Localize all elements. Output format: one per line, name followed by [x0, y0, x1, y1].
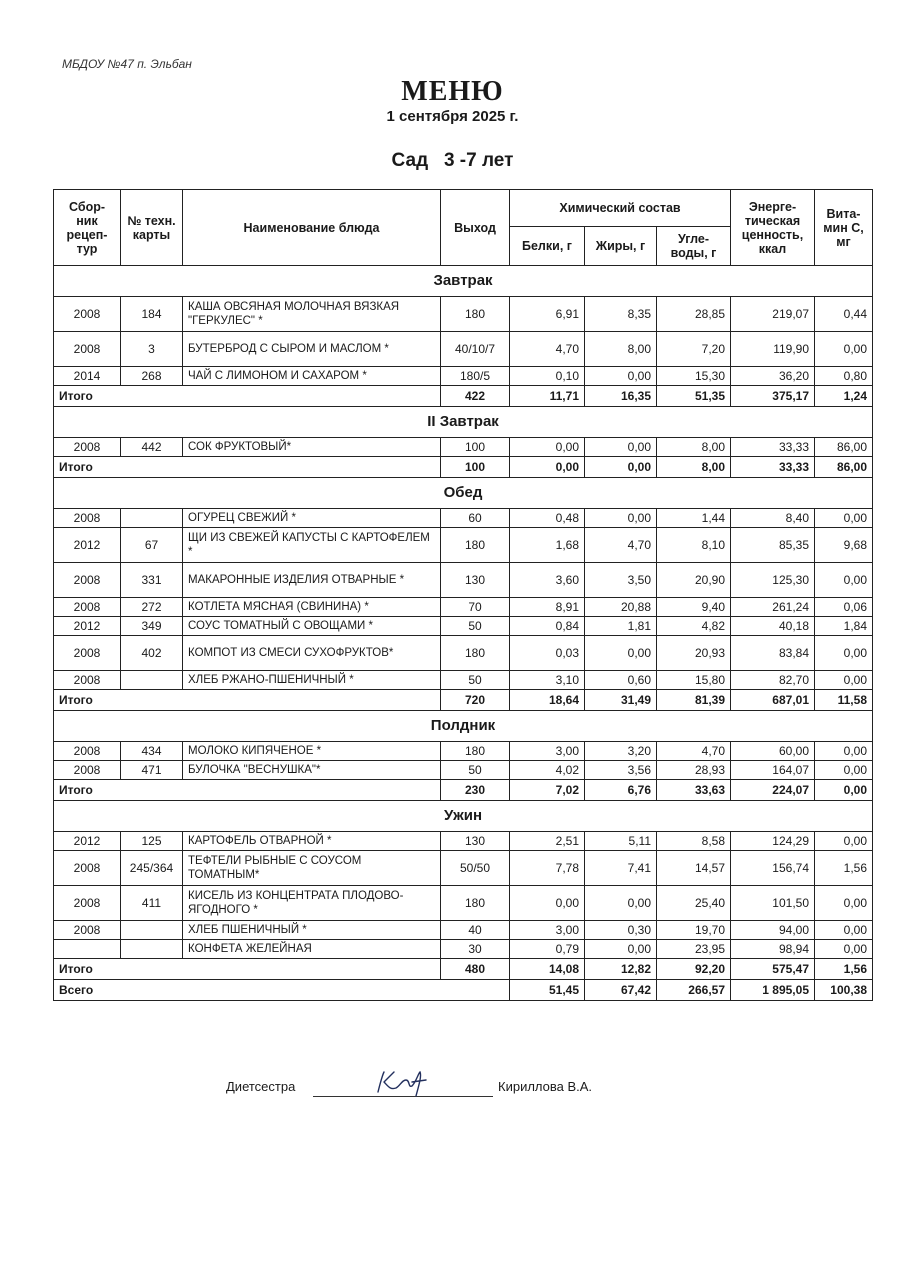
table-row — [54, 742, 873, 761]
total-label: Итого — [54, 780, 441, 801]
cell-fat: 3,56 — [585, 761, 657, 780]
cell-tech-card — [121, 671, 183, 690]
cell-output: 100 — [441, 438, 510, 457]
cell-fat: 3,50 — [585, 563, 657, 598]
cell-carbs: 14,57 — [657, 851, 731, 886]
total-label: Итого — [54, 386, 441, 407]
total-protein: 0,00 — [510, 457, 585, 478]
cell-collection: 2008 — [54, 761, 121, 780]
table-row — [54, 832, 873, 851]
cell-output: 180 — [441, 636, 510, 671]
cell-collection: 2008 — [54, 297, 121, 332]
section-title: Завтрак — [54, 266, 873, 297]
cell-protein: 3,60 — [510, 563, 585, 598]
cell-tech-card — [121, 921, 183, 940]
cell-protein: 0,00 — [510, 886, 585, 921]
cell-collection: 2008 — [54, 598, 121, 617]
total-protein: 18,64 — [510, 690, 585, 711]
cell-dish-name: КОМПОТ ИЗ СМЕСИ СУХОФРУКТОВ* — [183, 636, 441, 671]
cell-carbs: 15,30 — [657, 367, 731, 386]
cell-dish-name: МАКАРОННЫЕ ИЗДЕЛИЯ ОТВАРНЫЕ * — [183, 563, 441, 598]
cell-vitamin-c: 0,00 — [815, 671, 873, 690]
cell-carbs: 20,93 — [657, 636, 731, 671]
cell-energy: 8,40 — [731, 509, 815, 528]
cell-fat: 0,00 — [585, 940, 657, 959]
cell-dish-name: ЩИ ИЗ СВЕЖЕЙ КАПУСТЫ С КАРТОФЕЛЕМ * — [183, 528, 441, 563]
age-group-subtitle: Сад 3 -7 лет — [391, 150, 514, 171]
cell-tech-card: 331 — [121, 563, 183, 598]
cell-protein: 1,68 — [510, 528, 585, 563]
cell-collection: 2008 — [54, 636, 121, 671]
cell-protein: 6,91 — [510, 297, 585, 332]
cell-protein: 3,10 — [510, 671, 585, 690]
cell-carbs: 23,95 — [657, 940, 731, 959]
total-energy: 224,07 — [731, 780, 815, 801]
cell-vitamin-c: 0,00 — [815, 886, 873, 921]
cell-fat: 0,00 — [585, 509, 657, 528]
cell-vitamin-c: 0,44 — [815, 297, 873, 332]
grand-total-label: Всего — [54, 980, 510, 1001]
total-energy: 575,47 — [731, 959, 815, 980]
cell-vitamin-c: 0,00 — [815, 832, 873, 851]
menu-body — [54, 266, 873, 1001]
signature-role: Диетсестра — [226, 1079, 296, 1094]
cell-dish-name: ХЛЕБ ПШЕНИЧНЫЙ * — [183, 921, 441, 940]
total-output: 100 — [441, 457, 510, 478]
menu-table — [53, 189, 873, 1001]
table-row — [54, 921, 873, 940]
cell-energy: 98,94 — [731, 940, 815, 959]
section-title: Обед — [54, 478, 873, 509]
cell-vitamin-c: 1,56 — [815, 851, 873, 886]
total-carbs: 51,35 — [657, 386, 731, 407]
cell-vitamin-c: 0,00 — [815, 742, 873, 761]
cell-collection: 2012 — [54, 528, 121, 563]
header-vitamin-c: Вита-мин С, мг — [815, 190, 873, 266]
cell-collection: 2008 — [54, 742, 121, 761]
table-row — [54, 636, 873, 671]
cell-output: 60 — [441, 509, 510, 528]
cell-fat: 1,81 — [585, 617, 657, 636]
cell-dish-name: ОГУРЕЦ СВЕЖИЙ * — [183, 509, 441, 528]
cell-collection: 2012 — [54, 832, 121, 851]
cell-output: 70 — [441, 598, 510, 617]
total-fat: 16,35 — [585, 386, 657, 407]
cell-fat: 0,30 — [585, 921, 657, 940]
table-row — [54, 761, 873, 780]
header-fat: Жиры, г — [585, 227, 657, 266]
cell-collection: 2008 — [54, 851, 121, 886]
total-fat: 12,82 — [585, 959, 657, 980]
table-row — [54, 332, 873, 367]
cell-vitamin-c: 0,00 — [815, 940, 873, 959]
total-fat: 31,49 — [585, 690, 657, 711]
header-collection: Сбор-ник рецеп-тур — [54, 190, 121, 266]
cell-energy: 156,74 — [731, 851, 815, 886]
section-total-row — [54, 959, 873, 980]
cell-tech-card: 268 — [121, 367, 183, 386]
section-header-row — [54, 801, 873, 832]
cell-fat: 20,88 — [585, 598, 657, 617]
section-header-row — [54, 407, 873, 438]
menu-date: 1 сентября 2025 г. — [386, 108, 519, 125]
total-carbs: 33,63 — [657, 780, 731, 801]
cell-fat: 0,00 — [585, 367, 657, 386]
cell-carbs: 28,85 — [657, 297, 731, 332]
cell-collection: 2014 — [54, 367, 121, 386]
cell-dish-name: СОУС ТОМАТНЫЙ С ОВОЩАМИ * — [183, 617, 441, 636]
cell-protein: 3,00 — [510, 742, 585, 761]
cell-tech-card: 245/364 — [121, 851, 183, 886]
cell-protein: 3,00 — [510, 921, 585, 940]
cell-energy: 124,29 — [731, 832, 815, 851]
cell-energy: 164,07 — [731, 761, 815, 780]
cell-collection: 2008 — [54, 671, 121, 690]
header-chemical-composition: Химический состав — [510, 190, 731, 227]
cell-tech-card: 471 — [121, 761, 183, 780]
cell-collection: 2008 — [54, 921, 121, 940]
cell-dish-name: ТЕФТЕЛИ РЫБНЫЕ С СОУСОМ ТОМАТНЫМ* — [183, 851, 441, 886]
cell-output: 40/10/7 — [441, 332, 510, 367]
cell-tech-card: 3 — [121, 332, 183, 367]
cell-fat: 0,00 — [585, 886, 657, 921]
table-row — [54, 563, 873, 598]
table-row — [54, 671, 873, 690]
table-row — [54, 297, 873, 332]
cell-energy: 94,00 — [731, 921, 815, 940]
cell-protein: 0,48 — [510, 509, 585, 528]
section-total-row — [54, 457, 873, 478]
total-output: 480 — [441, 959, 510, 980]
cell-fat: 3,20 — [585, 742, 657, 761]
cell-energy: 36,20 — [731, 367, 815, 386]
signature-name: Кириллова В.А. — [498, 1079, 593, 1094]
cell-energy: 119,90 — [731, 332, 815, 367]
cell-vitamin-c: 9,68 — [815, 528, 873, 563]
total-energy: 687,01 — [731, 690, 815, 711]
cell-energy: 33,33 — [731, 438, 815, 457]
cell-carbs: 4,70 — [657, 742, 731, 761]
table-row — [54, 528, 873, 563]
cell-carbs: 25,40 — [657, 886, 731, 921]
cell-energy: 101,50 — [731, 886, 815, 921]
total-energy: 33,33 — [731, 457, 815, 478]
total-label: Итого — [54, 457, 441, 478]
cell-energy: 219,07 — [731, 297, 815, 332]
total-carbs: 81,39 — [657, 690, 731, 711]
cell-vitamin-c: 0,00 — [815, 332, 873, 367]
cell-output: 50 — [441, 761, 510, 780]
cell-carbs: 8,00 — [657, 438, 731, 457]
cell-tech-card: 349 — [121, 617, 183, 636]
cell-dish-name: МОЛОКО КИПЯЧЕНОЕ * — [183, 742, 441, 761]
cell-vitamin-c: 0,00 — [815, 921, 873, 940]
total-vitamin-c: 1,56 — [815, 959, 873, 980]
section-title: Ужин — [54, 801, 873, 832]
grand-total-vitamin-c: 100,38 — [815, 980, 873, 1001]
cell-protein: 4,70 — [510, 332, 585, 367]
organization-name: МБДОУ №47 п. Эльбан — [62, 57, 192, 71]
cell-tech-card: 272 — [121, 598, 183, 617]
grand-total-carbs: 266,57 — [657, 980, 731, 1001]
cell-energy: 40,18 — [731, 617, 815, 636]
cell-energy: 60,00 — [731, 742, 815, 761]
cell-tech-card: 67 — [121, 528, 183, 563]
total-label: Итого — [54, 690, 441, 711]
cell-dish-name: БУТЕРБРОД С СЫРОМ И МАСЛОМ * — [183, 332, 441, 367]
total-label: Итого — [54, 959, 441, 980]
cell-output: 130 — [441, 832, 510, 851]
cell-collection: 2008 — [54, 332, 121, 367]
total-vitamin-c: 1,24 — [815, 386, 873, 407]
section-title: II Завтрак — [54, 407, 873, 438]
cell-protein: 8,91 — [510, 598, 585, 617]
grand-total-fat: 67,42 — [585, 980, 657, 1001]
section-total-row — [54, 780, 873, 801]
cell-dish-name: ЧАЙ С ЛИМОНОМ И САХАРОМ * — [183, 367, 441, 386]
cell-output: 180 — [441, 297, 510, 332]
cell-carbs: 15,80 — [657, 671, 731, 690]
grand-total-protein: 51,45 — [510, 980, 585, 1001]
total-vitamin-c: 11,58 — [815, 690, 873, 711]
cell-fat: 0,00 — [585, 438, 657, 457]
cell-output: 40 — [441, 921, 510, 940]
total-carbs: 8,00 — [657, 457, 731, 478]
cell-protein: 0,84 — [510, 617, 585, 636]
cell-energy: 261,24 — [731, 598, 815, 617]
cell-vitamin-c: 0,80 — [815, 367, 873, 386]
cell-tech-card: 434 — [121, 742, 183, 761]
cell-carbs: 7,20 — [657, 332, 731, 367]
total-vitamin-c: 86,00 — [815, 457, 873, 478]
cell-fat: 0,60 — [585, 671, 657, 690]
cell-protein: 0,10 — [510, 367, 585, 386]
cell-collection: 2008 — [54, 563, 121, 598]
cell-vitamin-c: 86,00 — [815, 438, 873, 457]
cell-dish-name: КАША ОВСЯНАЯ МОЛОЧНАЯ ВЯЗКАЯ "ГЕРКУЛЕС" * — [183, 297, 441, 332]
header-carbs: Угле-воды, г — [657, 227, 731, 266]
cell-carbs: 9,40 — [657, 598, 731, 617]
table-row — [54, 886, 873, 921]
total-carbs: 92,20 — [657, 959, 731, 980]
cell-energy: 83,84 — [731, 636, 815, 671]
table-row — [54, 851, 873, 886]
cell-energy: 82,70 — [731, 671, 815, 690]
cell-vitamin-c: 1,84 — [815, 617, 873, 636]
section-total-row — [54, 386, 873, 407]
cell-tech-card: 184 — [121, 297, 183, 332]
table-row — [54, 509, 873, 528]
header-energy: Энерге-тическая ценность, ккал — [731, 190, 815, 266]
cell-protein: 0,03 — [510, 636, 585, 671]
total-protein: 14,08 — [510, 959, 585, 980]
header-protein: Белки, г — [510, 227, 585, 266]
cell-dish-name: КИСЕЛЬ ИЗ КОНЦЕНТРАТА ПЛОДОВО-ЯГОДНОГО * — [183, 886, 441, 921]
table-row — [54, 617, 873, 636]
cell-output: 30 — [441, 940, 510, 959]
cell-energy: 125,30 — [731, 563, 815, 598]
cell-fat: 4,70 — [585, 528, 657, 563]
cell-dish-name: СОК ФРУКТОВЫЙ* — [183, 438, 441, 457]
cell-carbs: 28,93 — [657, 761, 731, 780]
cell-dish-name: КОНФЕТА ЖЕЛЕЙНАЯ — [183, 940, 441, 959]
cell-collection — [54, 940, 121, 959]
cell-collection: 2008 — [54, 886, 121, 921]
cell-vitamin-c: 0,06 — [815, 598, 873, 617]
cell-energy: 85,35 — [731, 528, 815, 563]
grand-total-row — [54, 980, 873, 1001]
cell-carbs: 20,90 — [657, 563, 731, 598]
total-vitamin-c: 0,00 — [815, 780, 873, 801]
table-row — [54, 940, 873, 959]
cell-carbs: 8,58 — [657, 832, 731, 851]
cell-collection: 2008 — [54, 438, 121, 457]
cell-output: 130 — [441, 563, 510, 598]
cell-vitamin-c: 0,00 — [815, 636, 873, 671]
cell-tech-card — [121, 940, 183, 959]
cell-fat: 5,11 — [585, 832, 657, 851]
cell-dish-name: КАРТОФЕЛЬ ОТВАРНОЙ * — [183, 832, 441, 851]
cell-output: 50 — [441, 671, 510, 690]
header-output: Выход — [441, 190, 510, 266]
cell-collection: 2008 — [54, 509, 121, 528]
section-header-row — [54, 266, 873, 297]
total-output: 422 — [441, 386, 510, 407]
cell-output: 50 — [441, 617, 510, 636]
cell-fat: 0,00 — [585, 636, 657, 671]
cell-carbs: 4,82 — [657, 617, 731, 636]
cell-protein: 0,79 — [510, 940, 585, 959]
cell-dish-name: БУЛОЧКА "ВЕСНУШКА"* — [183, 761, 441, 780]
total-protein: 11,71 — [510, 386, 585, 407]
section-header-row — [54, 478, 873, 509]
cell-tech-card: 125 — [121, 832, 183, 851]
section-total-row — [54, 690, 873, 711]
cell-protein: 2,51 — [510, 832, 585, 851]
cell-vitamin-c: 0,00 — [815, 563, 873, 598]
cell-carbs: 19,70 — [657, 921, 731, 940]
table-row — [54, 367, 873, 386]
total-fat: 6,76 — [585, 780, 657, 801]
cell-fat: 8,00 — [585, 332, 657, 367]
page-title: МЕНЮ — [401, 76, 504, 107]
cell-protein: 0,00 — [510, 438, 585, 457]
cell-fat: 8,35 — [585, 297, 657, 332]
cell-output: 180 — [441, 742, 510, 761]
cell-output: 180 — [441, 528, 510, 563]
cell-output: 180/5 — [441, 367, 510, 386]
total-protein: 7,02 — [510, 780, 585, 801]
cell-vitamin-c: 0,00 — [815, 761, 873, 780]
table-row — [54, 598, 873, 617]
handwritten-signature — [372, 1068, 432, 1098]
total-energy: 375,17 — [731, 386, 815, 407]
total-output: 720 — [441, 690, 510, 711]
cell-protein: 4,02 — [510, 761, 585, 780]
cell-output: 180 — [441, 886, 510, 921]
cell-tech-card — [121, 509, 183, 528]
cell-collection: 2012 — [54, 617, 121, 636]
total-output: 230 — [441, 780, 510, 801]
table-row — [54, 438, 873, 457]
cell-dish-name: ХЛЕБ РЖАНО-ПШЕНИЧНЫЙ * — [183, 671, 441, 690]
cell-vitamin-c: 0,00 — [815, 509, 873, 528]
cell-carbs: 1,44 — [657, 509, 731, 528]
header-dish-name: Наименование блюда — [183, 190, 441, 266]
section-header-row — [54, 711, 873, 742]
cell-fat: 7,41 — [585, 851, 657, 886]
header-tech-card: № техн. карты — [121, 190, 183, 266]
cell-tech-card: 411 — [121, 886, 183, 921]
cell-output: 50/50 — [441, 851, 510, 886]
total-fat: 0,00 — [585, 457, 657, 478]
cell-tech-card: 442 — [121, 438, 183, 457]
cell-tech-card: 402 — [121, 636, 183, 671]
section-title: Полдник — [54, 711, 873, 742]
cell-dish-name: КОТЛЕТА МЯСНАЯ (СВИНИНА) * — [183, 598, 441, 617]
cell-carbs: 8,10 — [657, 528, 731, 563]
grand-total-energy: 1 895,05 — [731, 980, 815, 1001]
cell-protein: 7,78 — [510, 851, 585, 886]
